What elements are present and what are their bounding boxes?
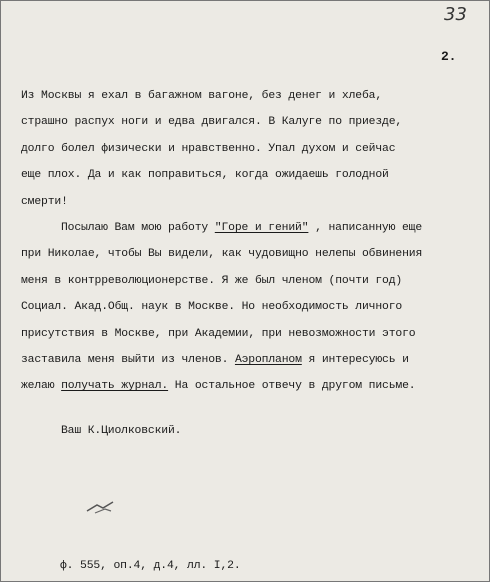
work-title-underlined: "Горе и гений"	[214, 221, 309, 234]
paragraph2-line	[21, 215, 481, 241]
ink-mark-icon	[85, 499, 119, 517]
paragraph1-line: долго болел физически и нравственно. Упал духом и сейчас	[21, 142, 396, 155]
underlined-word: Аэропланом	[234, 353, 302, 366]
text-run: заставила меня выйти из членов.	[21, 353, 235, 366]
text-run: Посылаю Вам мою работу	[61, 221, 215, 234]
paragraph1-line: смерти!	[21, 195, 68, 208]
text-run: На остальное отвечу в другом письме.	[168, 380, 416, 393]
paragraph2-line	[21, 321, 481, 347]
paragraph2-line: меня в контрреволюционерстве. Я же был членом (почти год)	[21, 274, 403, 287]
paragraph2-line	[21, 373, 481, 399]
text-run: я интересуюсь и	[301, 353, 409, 366]
text-run: присутствия в Москве	[21, 327, 155, 340]
paragraph2-line	[21, 347, 481, 373]
archive-reference: ф. 555, оп.4, д.4, лл. I,2.	[60, 560, 241, 572]
page-number: 2.	[441, 49, 457, 64]
text-run: желаю	[21, 380, 62, 393]
paragraph1-line: Из Москвы я ехал в багажном вагоне, без денег и хлеба,	[21, 90, 383, 102]
paragraph1-line: еще плох. Да и как поправиться, когда ожидаешь голодной	[21, 169, 389, 182]
underlined-phrase: получать журнал.	[61, 380, 169, 393]
signature: Ваш К.Циолковский.	[61, 425, 182, 437]
paragraph2-line: при Николае, чтобы Вы видели, как чудовищно нелепы обвинения	[21, 248, 423, 261]
letter-body	[21, 83, 481, 400]
paragraph2-line: Социал. Акад.Общ. наук в Москве. Но необходимость личного	[21, 301, 403, 314]
archive-number: 33	[444, 4, 467, 25]
text-run: , при Академии, при невозможности этого	[154, 327, 416, 340]
paragraph1-line: страшно распух ноги и едва двигался. В Калуге по приезде,	[21, 116, 403, 129]
text-run: , написанную еще	[308, 221, 423, 234]
